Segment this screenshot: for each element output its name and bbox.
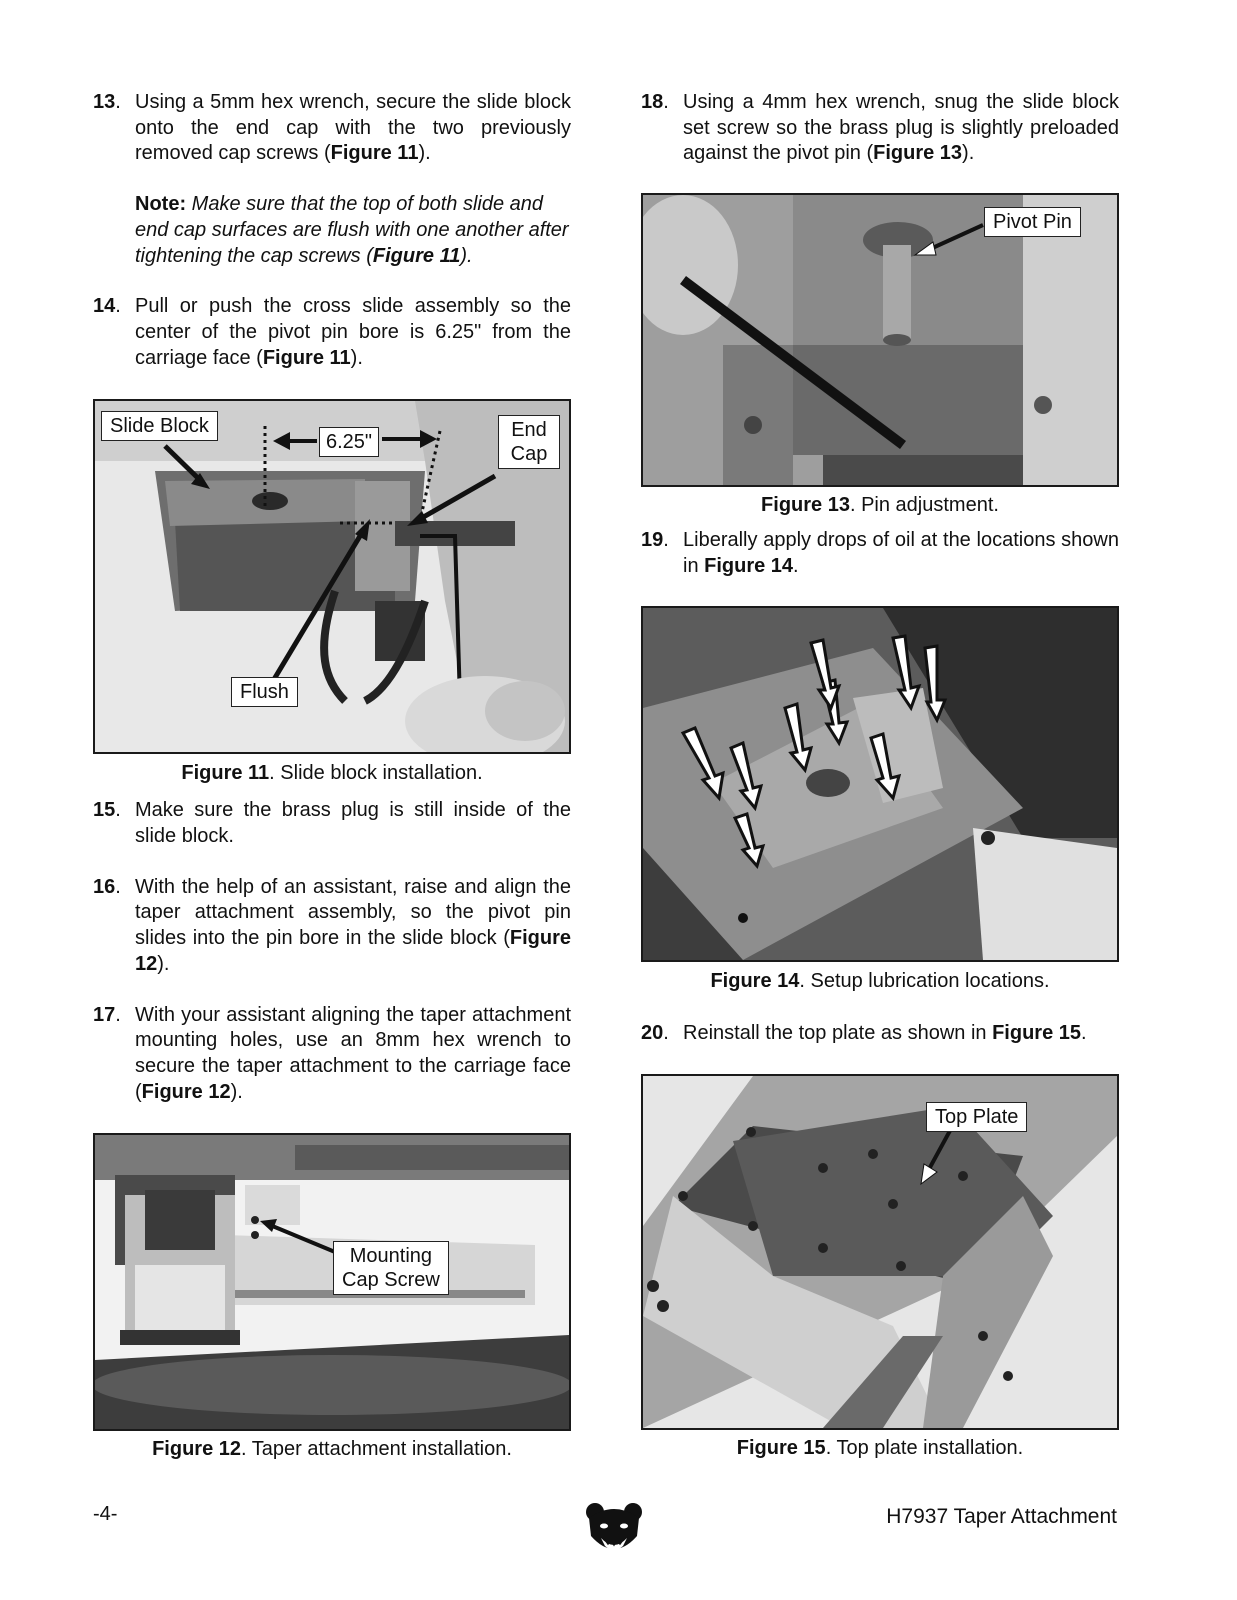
step-text: With the help of an assistant, raise and align the taper attachment assembly, so the pivot pin slides into the pin bore in the slide block ( — [135, 875, 571, 950]
figure-reference: Figure 15 — [992, 1021, 1081, 1044]
figure-reference: Figure 12 — [135, 927, 571, 975]
step-text: Using a 4mm hex wrench, snug the slide block set screw so the brass plug is slightly preloaded against the pivot pin ( — [683, 91, 1119, 165]
step-text: Reinstall the top plate as shown in — [683, 1021, 993, 1044]
right-column — [641, 90, 1119, 1460]
lubrication-locations-photo-illustration — [643, 608, 1117, 960]
step-text: Pull or push the cross slide assembly so the center of the pivot pin bore is 6.25" from the carriage face ( — [135, 295, 571, 369]
step-15: 15. Make sure the brass plug is still inside of the slide block. — [93, 799, 571, 848]
bear-head-logo-icon — [583, 1500, 645, 1558]
left-column — [93, 90, 571, 1461]
figure-13-photo — [641, 193, 1119, 487]
step-20: 20. Reinstall the top plate as shown in Figure 15. — [641, 1021, 1087, 1044]
step-number: 14 — [93, 295, 116, 318]
step-16: 16. With the help of an assistant, raise and align the taper attachment assembly, so the pivot pin slides into the pin bore in the slide block (Figure 12). — [93, 875, 571, 975]
step-17: 17. With your assistant aligning the taper attachment mounting holes, use an 8mm hex wrench to secure the taper attachment to the carriage face (Figure 12). — [93, 1003, 571, 1103]
step-text: With your assistant aligning the taper attachment mounting holes, use an 8mm hex wrench to secure the taper attachment to the carriage face ( — [135, 1003, 571, 1103]
pin-adjustment-photo-illustration — [643, 195, 1117, 485]
distance-callout: 6.25" — [319, 427, 379, 457]
figure-15-caption: Figure 15. Top plate installation. — [736, 1437, 1024, 1460]
step-text: Make sure the brass plug is still inside of the slide block. — [135, 799, 571, 848]
figure-14-photo — [641, 606, 1119, 962]
taper-attachment-photo-illustration — [95, 1135, 569, 1429]
figure-11-photo — [93, 399, 571, 754]
slide-block-callout: Slide Block — [101, 411, 218, 441]
flush-callout: Flush — [231, 677, 298, 707]
step-number: 16 — [93, 875, 116, 898]
note-label: Note: — [135, 193, 187, 216]
note: Note: Make sure that the top of both slide and end cap surfaces are flush with one another after tightening the cap screws (Figure 11). — [135, 193, 569, 267]
document-title: H7937 Taper Attachment — [886, 1505, 1117, 1528]
step-number: 18 — [641, 91, 664, 113]
pivot-pin-callout: Pivot Pin — [984, 207, 1081, 237]
figure-reference: Figure 13 — [873, 142, 963, 165]
step-19: 19. Liberally apply drops of oil at the locations shown in Figure 14. — [641, 529, 1119, 577]
step-text: Using a 5mm hex wrench, secure the slide block onto the end cap with the two previously removed cap screws ( — [135, 91, 571, 165]
top-plate-callout: Top Plate — [926, 1102, 1027, 1132]
step-text: Liberally apply drops of oil at the locations shown in — [683, 529, 1119, 577]
figure-reference: Figure 11 — [372, 244, 461, 267]
figure-reference: Figure 11 — [330, 142, 419, 165]
end-cap-callout: End Cap — [498, 415, 560, 469]
mounting-cap-screw-callout: Mounting Cap Screw — [333, 1241, 449, 1295]
step-18: 18. Using a 4mm hex wrench, snug the slide block set screw so the brass plug is slightly preloaded against the pivot pin (Figure 13). — [641, 91, 1119, 165]
page-number: -4- — [93, 1503, 118, 1525]
step-number: 20 — [641, 1021, 664, 1044]
figure-reference: Figure 14 — [704, 554, 794, 577]
note-text: Make sure that the top of both slide and end cap surfaces are flush with one another after tightening the cap screws ( — [135, 193, 569, 267]
figure-12-caption: Figure 12. Taper attachment installation. — [152, 1438, 512, 1461]
step-13: 13. Using a 5mm hex wrench, secure the slide block onto the end cap with the two previously removed cap screws (Figure 11). — [93, 91, 571, 165]
figure-reference: Figure 12 — [141, 1080, 231, 1103]
step-number: 17 — [93, 1003, 116, 1026]
step-number: 19 — [641, 529, 664, 552]
figure-13-caption: Figure 13. Pin adjustment. — [761, 494, 999, 517]
figure-14-caption: Figure 14. Setup lubrication locations. — [710, 969, 1050, 992]
step-14: 14. Pull or push the cross slide assembly so the center of the pivot pin bore is 6.25" from the carriage face (Figure 11). — [93, 295, 571, 369]
figure-15-photo — [641, 1074, 1119, 1430]
figure-11-caption: Figure 11. Slide block installation. — [181, 762, 483, 785]
figure-reference: Figure 11 — [262, 346, 351, 369]
step-number: 13 — [93, 91, 116, 113]
figure-12-photo — [93, 1133, 571, 1431]
top-plate-photo-illustration — [643, 1076, 1117, 1428]
step-number: 15 — [93, 799, 116, 822]
